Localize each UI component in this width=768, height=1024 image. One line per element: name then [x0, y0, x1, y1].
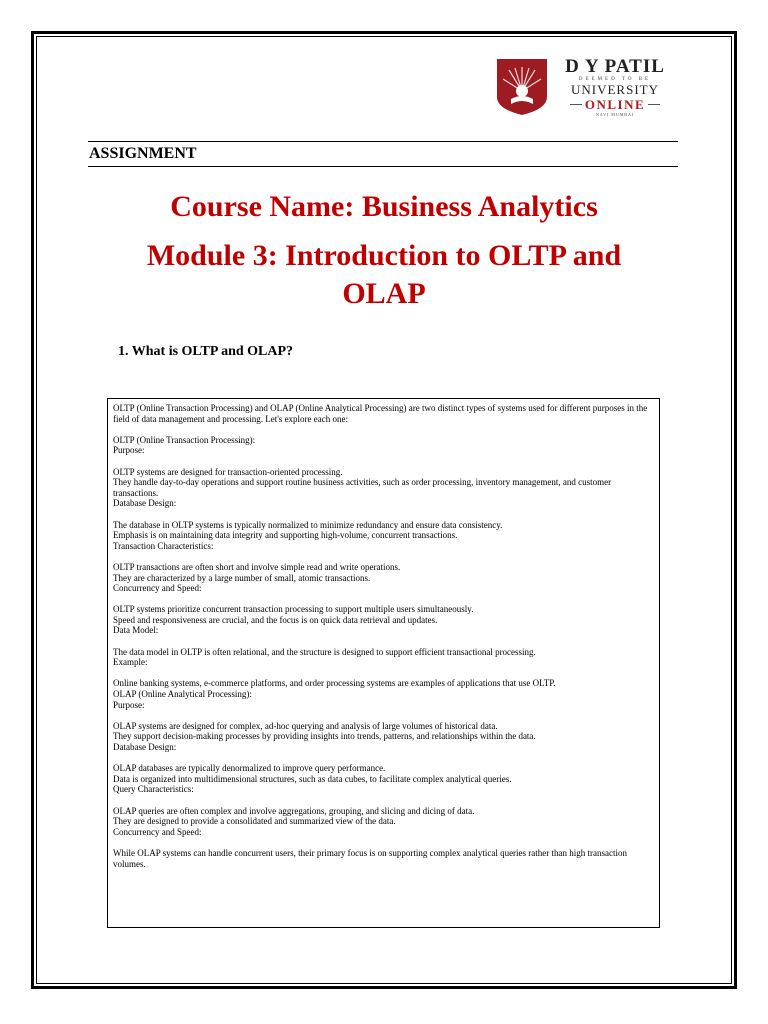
answer-line: Data Model: — [113, 625, 159, 636]
answer-line: OLTP systems are designed for transaction-oriented processing. — [113, 466, 343, 477]
answer-line: OLAP (Online Analytical Processing): — [113, 689, 252, 700]
logo-dash-right — [648, 104, 660, 105]
logo-deemed: DEEMED TO BE — [578, 77, 652, 82]
answer-line: They handle day-to-day operations and support routine business activities, such as order processing, inventory management, and customer transactions. — [113, 477, 614, 498]
logo-name: D Y PATIL — [565, 56, 665, 77]
answer-line: Emphasis is on maintaining data integrity and supporting high-volume, concurrent transactions. — [113, 530, 458, 541]
university-crest-icon — [493, 57, 551, 117]
answer-line: OLTP (Online Transaction Processing) and OLAP (Online Analytical Processing) are two distinct types of systems used for different purposes in the field of data management and processing. Let's explore each one: — [113, 403, 650, 424]
answer-line: Data is organized into multidimensional structures, such as data cubes, to facilitate complex analytical queries. — [113, 773, 512, 784]
answer-box — [107, 398, 660, 928]
answer-line: They support decision-making processes by providing insights into trends, patterns, and relationships within the data. — [113, 731, 536, 742]
module-title-line2: OLAP — [342, 277, 426, 310]
logo-online-row — [556, 97, 674, 112]
answer-line: They are characterized by a large number of small, atomic transactions. — [113, 572, 371, 583]
logo-university: UNIVERSITY — [571, 82, 659, 97]
logo-location: NAVI MUMBAI — [595, 112, 635, 117]
course-title: Course Name: Business Analytics — [170, 190, 598, 223]
answer-line: OLTP (Online Transaction Processing): — [113, 434, 256, 445]
header-rule-top — [88, 141, 678, 142]
answer-line: Speed and responsiveness are crucial, and the focus is on quick data retrieval and updates. — [113, 614, 438, 625]
answer-line: Online banking systems, e-commerce platforms, and order processing systems are examples of applications that use OLTP. — [113, 678, 556, 689]
answer-line: Purpose: — [113, 445, 145, 456]
answer-line: Database Design: — [113, 742, 177, 752]
answer-line: While OLAP systems can handle concurrent users, their primary focus is on supporting complex analytical queries rather than high transaction volumes. — [113, 847, 630, 869]
module-title — [88, 237, 680, 313]
answer-line: Database Design: — [113, 498, 177, 509]
answer-line: They are designed to provide a consolidated and summarized view of the data. — [113, 816, 396, 827]
answer-line: Purpose: — [113, 699, 145, 710]
answer-line: OLTP transactions are often short and involve simple read and write operations. — [113, 561, 401, 572]
answer-line: Concurrency and Speed: — [113, 583, 202, 594]
answer-line: The database in OLTP systems is typically normalized to minimize redundancy and ensure data consistency. — [113, 519, 503, 530]
answer-line: Query Characteristics: — [113, 784, 194, 795]
answer-line: Transaction Characteristics: — [113, 540, 214, 551]
answer-line: OLTP systems prioritize concurrent transaction processing to support multiple users simultaneously. — [113, 604, 474, 615]
answer-line: OLAP databases are typically denormalized to improve query performance. — [113, 763, 386, 774]
answer-line: Example: — [113, 657, 148, 668]
question-heading: 1. What is OLTP and OLAP? — [118, 344, 294, 359]
assignment-label: ASSIGNMENT — [89, 145, 197, 162]
answer-line: OLAP systems are designed for complex, ad-hoc querying and analysis of large volumes of historical data. — [113, 720, 498, 731]
logo-dash-left — [570, 104, 582, 105]
logo-online: ONLINE — [584, 97, 646, 112]
answer-line: OLAP queries are often complex and involve aggregations, grouping, and slicing and dicing of data. — [113, 805, 475, 816]
module-title-line1: Module 3: Introduction to OLTP and — [146, 239, 622, 272]
logo-wordmark — [556, 57, 674, 118]
header-rule-bottom — [88, 166, 678, 167]
university-logo — [493, 57, 673, 117]
answer-line: The data model in OLTP is often relational, and the structure is designed to support efficient transactional processing. — [113, 646, 536, 657]
answer-line: Concurrency and Speed: — [113, 826, 202, 837]
